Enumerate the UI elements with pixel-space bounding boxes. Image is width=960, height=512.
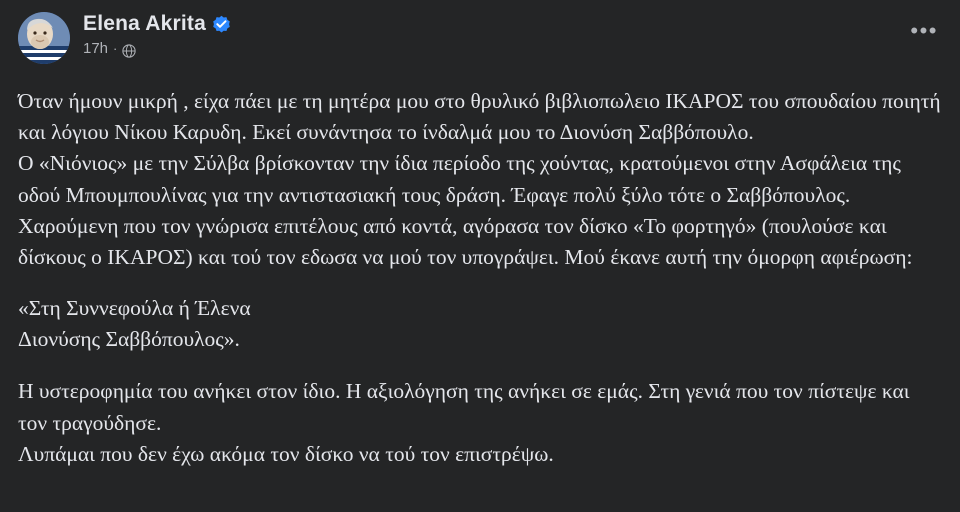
- meta-separator: ·: [113, 41, 118, 56]
- post-text: [18, 86, 942, 470]
- post-paragraph: Ο «Νιόνιος» με την Σύλβα βρίσκονταν την ίδια περίοδο της χούντας, κρατούμενοι στην Ασφάλεια της οδού Μπουμπουλίνας για την αντιστασιακή τους δράση. Έφαγε πολύ ξύλο τότε ο Σαββόπουλος.: [18, 151, 901, 207]
- post-timestamp[interactable]: 17h: [83, 40, 109, 57]
- post-meta: [83, 40, 231, 57]
- author-row: [83, 12, 231, 36]
- post-paragraph: «Στη Συννεφούλα ή Έλενα: [18, 296, 251, 321]
- verified-badge-icon: [212, 15, 231, 34]
- avatar[interactable]: [18, 12, 70, 64]
- post-paragraph: Χαρούμενη που τον γνώρισα επιτέλους από κοντά, αγόρασα τον δίσκο «Το φορτηγό» (πουλούσε και δίσκους ο ΙΚΑΡΟΣ) και τού τον εδωσα να μού τον υπογράψει. Μού έκανε αυτή την όμορφη αφιέρωση:: [18, 213, 913, 269]
- post-header: [18, 10, 942, 72]
- post-paragraph: Η υστεροφημία του ανήκει στον ίδιο. Η αξιολόγηση της ανήκει σε εμάς. Στη γενιά που τον πίστεψε και τον τραγούδησε.: [18, 379, 910, 435]
- post-menu-button[interactable]: •••: [910, 18, 938, 43]
- globe-icon[interactable]: [122, 44, 136, 58]
- author-name[interactable]: Elena Akrita: [83, 12, 207, 35]
- post-paragraph: Διονύσης Σαββόπουλος».: [18, 327, 240, 352]
- post-header-text: [83, 10, 231, 57]
- post-paragraph: Όταν ήμουν μικρή , είχα πάει με τη μητέρα μου στο θρυλικό βιβλιοπωλειο ΙΚΑΡΟΣ του σπουδαίου ποιητή και λόγιου Νίκου Καρυδη. Εκεί συνάντησα το ίνδαλμά μου το Διονύση Σαββόπουλο.: [18, 89, 941, 145]
- post-paragraph: Λυπάμαι που δεν έχω ακόμα τον δίσκο να τού τον επιστρέψω.: [18, 441, 554, 466]
